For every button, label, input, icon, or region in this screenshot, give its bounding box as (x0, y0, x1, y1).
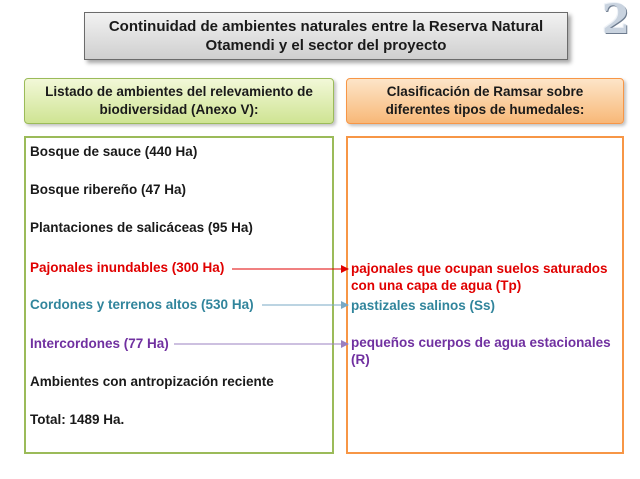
environments-header-line-1: Listado de ambientes del relevamiento de (45, 84, 313, 99)
environment-item: Bosque ribereño (47 Ha) (30, 182, 187, 197)
ramsar-item-ss-line-1: pastizales salinos (Ss) (351, 298, 496, 313)
environment-item: Plantaciones de salicáceas (95 Ha) (30, 220, 253, 235)
environment-item: Bosque de sauce (440 Ha) (30, 144, 198, 159)
title-line-2: Otamendi y el sector del proyecto (205, 37, 447, 54)
ramsar-header-line-2: diferentes tipos de humedales: (385, 102, 585, 117)
title-line-1: Continuidad de ambientes naturales entre la Reserva Natural (108, 18, 544, 35)
environment-item: Ambientes con antropización reciente (30, 374, 274, 389)
environment-item-intercordones: Intercordones (77 Ha) (30, 336, 169, 351)
ramsar-item-r-line-1: pequeños cuerpos de agua estacionales (351, 335, 611, 350)
ramsar-item-tp-line-1: pajonales que ocupan suelos saturados (351, 261, 608, 276)
ramsar-item-r-line-2: (R) (351, 352, 370, 367)
ramsar-item-tp-line-2: con una capa de agua (Tp) (351, 278, 522, 293)
slide-number: 2 (602, 0, 630, 43)
ramsar-header-line-1: Clasificación de Ramsar sobre (386, 84, 584, 99)
environments-header-line-2: biodiversidad (Anexo V): (99, 102, 259, 117)
environment-total: Total: 1489 Ha. (30, 412, 125, 427)
environment-item-pajonales: Pajonales inundables (300 Ha) (30, 260, 225, 275)
environment-item-cordones: Cordones y terrenos altos (530 Ha) (30, 297, 254, 312)
